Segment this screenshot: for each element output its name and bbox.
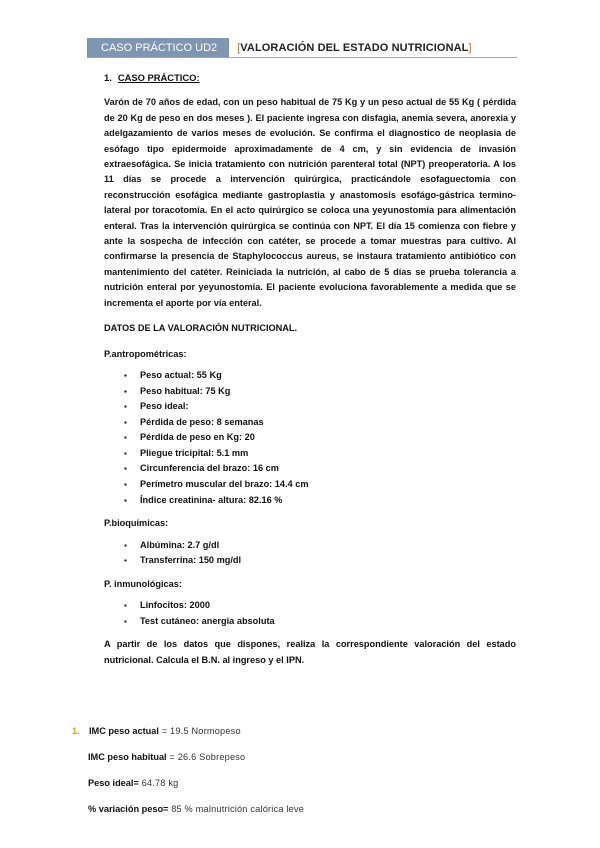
case-description: Varón de 70 años de edad, con un peso habitual de 75 Kg y un peso actual de 55 Kg ( pérdida de 20 Kg de peso en dos meses ). El paciente ingresa con disfagia, anemia severa, anorexia y adelgazamiento de varios meses de evolución. Se confirma el diagnostico de neoplasia de esófago tipo epidermoide aproximadamente de 4 cm, y sin evidencia de invasión extraesofágica. Se inicia tratamiento con nutrición parenteral total (NPT) preoperatoria. A los 11 días se procede a intervención quirúrgica, practicándole esofaguectomia con reconstrucción esofágica mediante gastroplastia y anastomosis esofágo-gástrica termino-lateral por toracotomía. En el acto quirúrgico se coloca una yeyunostomía para alimentación enteral. Tras la intervención quirúrgica se continúa con NPT. El día 15 comienza con fiebre y ante la sospecha de infección con catéter, se procede a tomar muestras para cultivo. Al confirmarse la presencia de Staphylococcus aureus, se instaura tratamiento antibiótico con mantenimiento del catéter. Reiniciada la nutrición, al cabo de 5 días se prueba tolerancia a nutrición enteral por yeyunostomía. El paciente evoluciona favorablemente a medida que se incrementa el aporte por vía enteral.: [104, 97, 516, 308]
group-title-antropometricas: P.antropométricas:: [104, 348, 187, 359]
list-item: ▪ Test cutáneo: anergia absoluta: [124, 614, 516, 630]
section-title: CASO PRÁCTICO:: [117, 72, 200, 83]
group-title-inmunologicas: P. inmunológicas:: [104, 578, 182, 589]
answer-value: = 26.6 Sobrepeso: [166, 752, 246, 762]
list-item: ▪ Peso ideal:: [124, 399, 516, 415]
list-item: ▪ Índice creatinina- altura: 82.16 %: [124, 493, 516, 509]
list-item: ▪ Pérdida de peso: 8 semanas: [124, 415, 516, 431]
answer-row: [72, 723, 532, 739]
answer-row: [72, 775, 532, 791]
list-bioquimicas: [124, 538, 516, 569]
list-inmunologicas: [124, 598, 516, 629]
answer-value: = 19.5 Normopeso: [158, 726, 241, 736]
list-item: ▪ Transferrina: 150 mg/dl: [124, 553, 516, 569]
header-title-text: VALORACIÓN DEL ESTADO NUTRICIONAL: [240, 41, 469, 54]
answer-label: IMC peso actual: [89, 726, 159, 736]
answer-value: 85 % malnutrición calórica leve: [168, 804, 305, 814]
list-item: ▪ Peso actual: 55 Kg: [124, 368, 516, 384]
list-item: ▪ Pérdida de peso en Kg: 20: [124, 430, 516, 446]
page-header: [87, 38, 472, 57]
header-bracket-open: [: [237, 41, 241, 54]
answer-label: % variación peso=: [88, 804, 169, 814]
header-tag: CASO PRÁCTICO UD2: [87, 38, 229, 58]
answer-number: 1.: [72, 726, 80, 736]
answer-label: Peso ideal=: [88, 778, 139, 788]
answer-row: [72, 749, 532, 765]
list-item: ▪ Perímetro muscular del brazo: 14.4 cm: [124, 477, 516, 493]
document-body: [104, 70, 516, 668]
header-title: [237, 42, 472, 54]
answer-row: [72, 801, 532, 817]
answers-section: [72, 723, 532, 817]
group-title-bioquimicas: P.bioquímicas:: [104, 518, 169, 529]
list-item: ▪ Albúmina: 2.7 g/dl: [124, 538, 516, 554]
answer-value: 64.78 kg: [138, 778, 179, 788]
datos-heading: DATOS DE LA VALORACIÓN NUTRICIONAL.: [104, 323, 298, 334]
answer-label: IMC peso habitual: [88, 752, 167, 762]
list-item: ▪ Linfocitos: 2000: [124, 598, 516, 614]
section-number: 1.: [104, 72, 112, 83]
list-item: ▪ Pliegue tricipital: 5.1 mm: [124, 446, 516, 462]
task-question: A partir de los datos que dispones, realiza la correspondiente valoración del estado nutricional. Calcula el B.N. al ingreso y el IPN.: [104, 639, 516, 665]
section-heading: [104, 70, 516, 85]
list-antropometricas: [124, 368, 516, 508]
header-bracket-close: ]: [468, 41, 472, 54]
header-divider: [87, 57, 517, 58]
list-item: ▪ Circunferencia del brazo: 16 cm: [124, 461, 516, 477]
list-item: ▪ Peso habitual: 75 Kg: [124, 384, 516, 400]
